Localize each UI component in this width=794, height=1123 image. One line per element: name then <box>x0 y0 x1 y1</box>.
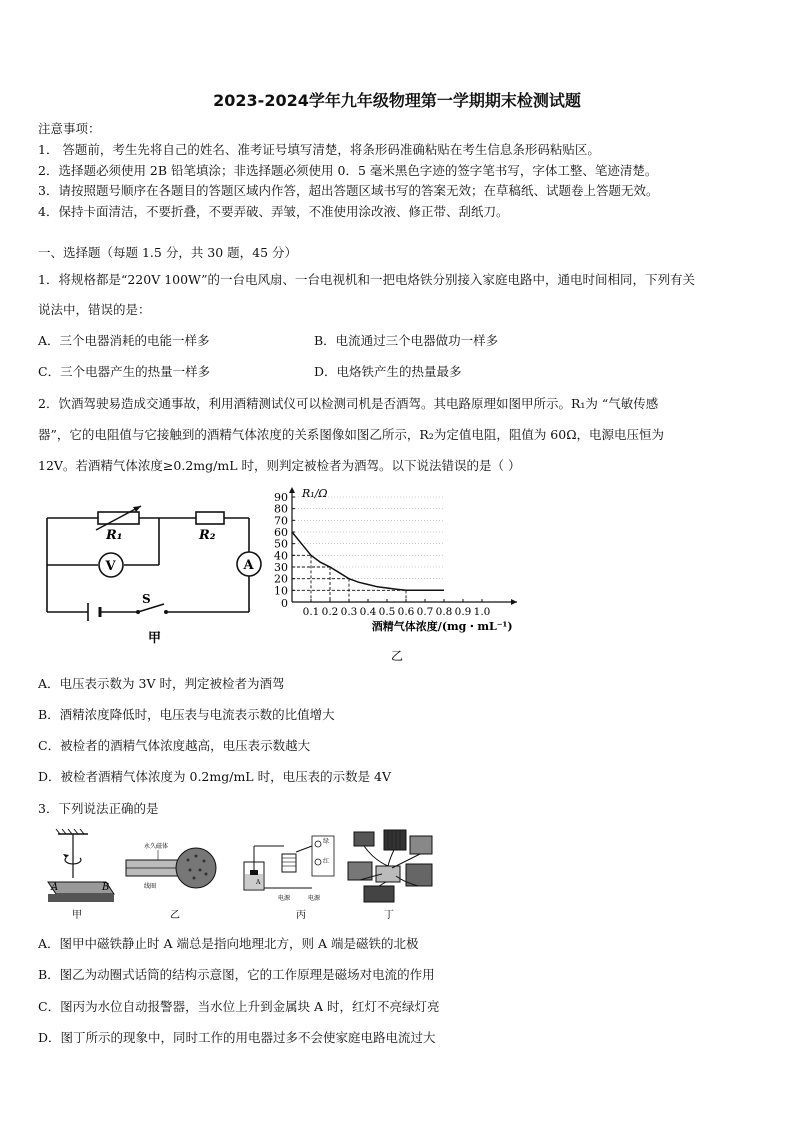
origin-label: 0 <box>281 597 288 610</box>
x-axis-arrow-icon <box>511 599 517 605</box>
question-3-option-c: C．图丙为水位自动报警器，当水位上升到金属块 A 时，红灯不亮绿灯亮 <box>38 999 440 1014</box>
exam-title: 2023-2024学年九年级物理第一学期期末检测试题 <box>213 91 581 110</box>
section-heading: 一、选择题（每题 1.5 分，共 30 题，45 分） <box>38 245 298 260</box>
r1-label: R₁ <box>106 528 123 543</box>
figure-caption-jia: 甲 <box>148 631 162 646</box>
label-permanent-magnet: 永久磁体 <box>144 843 169 850</box>
y-axis-label: R₁/Ω <box>302 487 328 500</box>
x-axis-label: 酒精气体浓度/(mg・mL⁻¹) <box>371 620 513 633</box>
y-tick-label: 80 <box>274 502 288 516</box>
x-tick-label: 0.8 <box>435 606 453 618</box>
notice-item: 2．选择题必须使用 2B 铅笔填涂；非选择题必须使用 0．5 毫米黑色字迹的签字笔书写，字体工整、笔迹清楚。 <box>38 163 658 178</box>
label-a: A <box>51 882 59 893</box>
question-2-option-a: A．电压表示数为 3V 时，判定被检者为酒驾 <box>38 676 285 691</box>
x-tick-label: 0.1 <box>302 606 320 618</box>
question-2-stem: 2．饮酒驾驶易造成交通事故，利用酒精测试仪可以检测司机是否酒驾。其电路原理如图甲所示。R₁为 “气敏传感 <box>38 396 659 411</box>
x-tick-label: 1.0 <box>473 606 491 618</box>
question-1-option-c: C．三个电器产生的热量一样多 <box>38 364 211 379</box>
notice-item: 4．保持卡面清洁，不要折叠，不要弄破、弄皱，不准使用涂改液、修正带、刮纸刀。 <box>38 204 509 219</box>
r2-label: R₂ <box>199 528 216 543</box>
y-tick-label: 40 <box>274 549 288 563</box>
y-tick-label: 30 <box>274 561 288 574</box>
label-b: B <box>102 882 110 893</box>
switch-label: S <box>142 592 151 606</box>
label-coil: 线圈 <box>144 883 157 890</box>
x-tick-label: 0.4 <box>359 606 377 618</box>
question-2-option-b: B．酒精浓度降低时，电压表与电流表示数的比值增大 <box>38 707 335 722</box>
x-tick-label: 0.6 <box>397 606 415 618</box>
x-tick-label: 0.3 <box>340 606 358 618</box>
label-power-2: 电源 <box>308 895 321 902</box>
figure-caption-yi: 乙 <box>391 649 404 663</box>
voltmeter-label: V <box>105 559 116 574</box>
y-tick-label: 60 <box>274 526 288 539</box>
figure-bing-water-alarm <box>238 832 342 923</box>
question-2-option-c: C．被检者的酒精气体浓度越高，电压表示数越大 <box>38 738 311 753</box>
notice-item: 1． 答题前，考生先将自己的姓名、准考证号填写清楚，将条形码准确粘贴在考生信息条形码粘贴区。 <box>38 142 600 157</box>
figure-caption-ding-3: 丁 <box>384 910 394 921</box>
figure-yi-microphone <box>124 836 224 923</box>
figure-caption-jia-3: 甲 <box>72 910 82 921</box>
y-tick-label: 10 <box>274 584 288 598</box>
ammeter-label: A <box>243 558 254 573</box>
question-1-option-d: D．电烙铁产生的热量最多 <box>314 364 462 379</box>
appliance-icon <box>354 832 374 846</box>
series-line <box>292 532 444 590</box>
figure-caption-bing-3: 丙 <box>296 910 306 921</box>
label-red: 红 <box>323 858 330 865</box>
y-tick-label: 20 <box>274 572 288 586</box>
x-tick-label: 0.2 <box>321 606 339 618</box>
y-tick-label: 70 <box>274 514 288 528</box>
question-1-stem: 说法中，错误的是： <box>38 302 151 317</box>
question-2-stem: 12V。若酒精气体浓度≥0.2mg/mL 时，则判定被检者为酒驾。以下说法错误的是（ ） <box>38 458 521 473</box>
question-2-option-d: D．被检者酒精气体浓度为 0.2mg/mL 时，电压表的示数是 4V <box>38 769 392 784</box>
label-power-1: 电源 <box>278 895 291 902</box>
question-3-stem: 3．下列说法正确的是 <box>38 801 159 816</box>
figure-caption-yi-3: 乙 <box>170 910 180 921</box>
figure-jia-magnet <box>38 828 120 923</box>
electromagnet-icon <box>282 854 296 872</box>
question-3-option-d: D．图丁所示的现象中，同时工作的用电器过多不会使家庭电路电流过大 <box>38 1030 436 1045</box>
notice-item: 3．请按照题号顺序在各题目的答题区域内作答，超出答题区域书写的答案无效；在草稿纸、试题卷上答题无效。 <box>38 183 659 198</box>
notice-heading: 注意事项： <box>38 121 101 136</box>
question-2-stem: 器”，它的电阻值与它接触到的酒精气体浓度的关系图像如图乙所示，R₂为定值电阻，阻值为 60Ω，电源电压恒为 <box>38 427 665 442</box>
circuit-diagram <box>38 490 270 660</box>
question-1-option-b: B．电流通过三个电器做功一样多 <box>314 333 499 348</box>
x-tick-label: 0.9 <box>454 606 472 618</box>
label-green: 绿 <box>323 838 330 845</box>
question-3-option-a: A．图甲中磁铁静止时 A 端总是指向地理北方，则 A 端是磁铁的北极 <box>38 936 419 951</box>
x-tick-label: 0.5 <box>378 606 396 618</box>
question-1-stem: 1．将规格都是“220V 100W”的一台电风扇、一台电视机和一把电烙铁分别接入家庭电路中，通电时间相同，下列有关 <box>38 272 696 287</box>
question-3-option-b: B．图乙为动圈式话筒的结构示意图，它的工作原理是磁场对电流的作用 <box>38 967 435 982</box>
y-axis-arrow-icon <box>289 487 295 493</box>
resistance-concentration-graph <box>262 482 532 664</box>
y-tick-label: 50 <box>274 537 288 551</box>
figure-ding-overload <box>344 826 440 923</box>
label-metal-a: A <box>256 879 261 886</box>
resistor-r2 <box>196 512 224 524</box>
question-1-option-a: A．三个电器消耗的电能一样多 <box>38 333 210 348</box>
power-strip-icon <box>376 866 400 882</box>
y-tick-label: 90 <box>274 491 288 504</box>
x-tick-label: 0.7 <box>416 606 434 618</box>
